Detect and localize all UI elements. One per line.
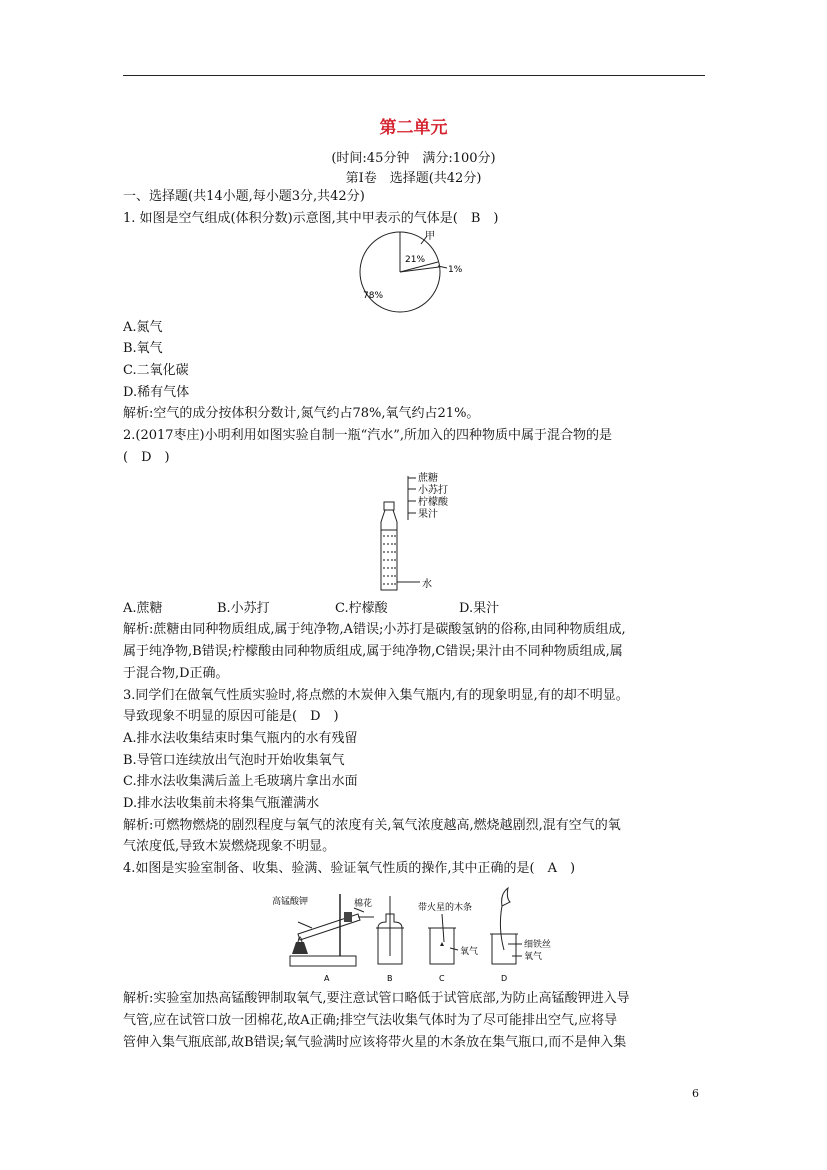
pie-label-78: 78% bbox=[363, 291, 384, 301]
section-heading: 一、选择题(共14小题,每小题3分,共42分) bbox=[123, 189, 365, 204]
q3-stem-line1: 3.同学们在做氧气性质实验时,将点燃的木炭伸入集气瓶内,有的现象明显,有的却不明显。 bbox=[123, 688, 629, 703]
q1-analysis: 解析:空气的成分按体积分数计,氮气约占78%,氧气约占21%。 bbox=[123, 406, 480, 421]
q1-option-d: D.稀有气体 bbox=[123, 385, 190, 400]
q2-stem-line1: 2.(2017枣庄)小明利用如图实验自制一瓶“汽水”,所加入的四种物质中属于混合物的是 bbox=[123, 428, 613, 443]
pie-label-1: 1% bbox=[448, 265, 463, 275]
time-line: (时间:45分钟 满分:100分) bbox=[331, 151, 496, 166]
q4-analysis-line2: 气管,应在试管口放一团棉花,故A正确;排空气法收集气体时为了尽可能排出空气,应将导 bbox=[123, 1013, 618, 1028]
fig-letter-c: C bbox=[439, 974, 445, 983]
fig-label-cotton: 棉花 bbox=[354, 899, 373, 909]
fig-label-splint: 带火星的木条 bbox=[418, 903, 473, 913]
fig-letter-b: B bbox=[387, 974, 393, 983]
q4-analysis-line1: 解析:实验室加热高锰酸钾制取氧气,要注意试管口略低于试管底部,为防止高锰酸钾进入导 bbox=[123, 991, 630, 1006]
q1-option-b: B.氧气 bbox=[123, 341, 163, 356]
header-rule bbox=[123, 75, 705, 76]
q3-analysis-line1: 解析:可燃物燃烧的剧烈程度与氧气的浓度有关,氧气浓度越高,燃烧越剧烈,混有空气的氧 bbox=[123, 818, 621, 833]
bottle-label-citric-acid: 柠檬酸 bbox=[418, 497, 448, 508]
q2-option-a: A.蔗糖 bbox=[123, 601, 163, 616]
q2-stem-line2: ( D ) bbox=[123, 450, 170, 465]
pie-label-jia: 甲 bbox=[425, 231, 435, 242]
q3-option-a: A.排水法收集结束时集气瓶内的水有残留 bbox=[123, 731, 358, 746]
q2-option-c: C.柠檬酸 bbox=[335, 601, 388, 616]
q2-option-b: B.小苏打 bbox=[217, 601, 270, 616]
q1-stem: 1. 如图是空气组成(体积分数)示意图,其中甲表示的气体是( B ) bbox=[123, 211, 499, 226]
q2-analysis-line3: 于混合物,D正确。 bbox=[123, 666, 229, 681]
fig-label-wire: 细铁丝 bbox=[524, 940, 552, 950]
soda-bottle-figure bbox=[370, 470, 470, 598]
part-line: 第Ⅰ卷 选择题(共42分) bbox=[345, 171, 482, 186]
q3-stem-line2: 导致现象不明显的原因可能是( D ) bbox=[123, 709, 339, 724]
q2-analysis-line1: 解析:蔗糖由同种物质组成,属于纯净物,A错误;小苏打是碳酸氢钠的俗称,由同种物质组成, bbox=[123, 622, 626, 637]
page-number: 6 bbox=[692, 1087, 699, 1100]
oxygen-experiment-figure bbox=[272, 884, 562, 986]
q3-option-b: B.导管口连续放出气泡时开始收集氧气 bbox=[123, 753, 345, 768]
q4-analysis-line3: 管伸入集气瓶底部,故B错误;氧气验满时应该将带火星的木条放在集气瓶口,而不是伸入集 bbox=[123, 1035, 627, 1050]
q2-option-d: D.果汁 bbox=[459, 601, 500, 616]
pie-label-21: 21% bbox=[405, 255, 426, 265]
page-title: 第二单元 bbox=[379, 118, 448, 138]
q3-option-c: C.排水法收集满后盖上毛玻璃片拿出水面 bbox=[123, 774, 358, 789]
bottle-label-sucrose: 蔗糖 bbox=[418, 473, 438, 484]
bottle-label-baking-soda: 小苏打 bbox=[418, 485, 448, 496]
fig-label-o2-d: 氧气 bbox=[524, 952, 543, 962]
q2-options-row bbox=[123, 600, 683, 618]
fig-label-o2-c: 氧气 bbox=[460, 947, 479, 957]
fig-letter-a: A bbox=[324, 974, 330, 983]
q1-option-c: C.二氧化碳 bbox=[123, 363, 189, 378]
bottle-label-water: 水 bbox=[422, 579, 432, 590]
q3-option-d: D.排水法收集前未将集气瓶灌满水 bbox=[123, 796, 320, 811]
q1-option-a: A.氮气 bbox=[123, 320, 163, 335]
fig-letter-d: D bbox=[501, 974, 508, 983]
q2-analysis-line2: 属于纯净物,B错误;柠檬酸由同种物质组成,属于纯净物,C错误;果汁由不同种物质组成,属 bbox=[123, 644, 623, 659]
air-composition-pie-figure bbox=[355, 228, 485, 314]
q4-stem: 4.如图是实验室制备、收集、验满、验证氧气性质的操作,其中正确的是( A ) bbox=[123, 861, 576, 876]
fig-label-kmno4: 高锰酸钾 bbox=[272, 897, 309, 907]
bottle-label-juice: 果汁 bbox=[418, 509, 438, 520]
q3-analysis-line2: 气浓度低,导致木炭燃烧现象不明显。 bbox=[123, 839, 336, 854]
